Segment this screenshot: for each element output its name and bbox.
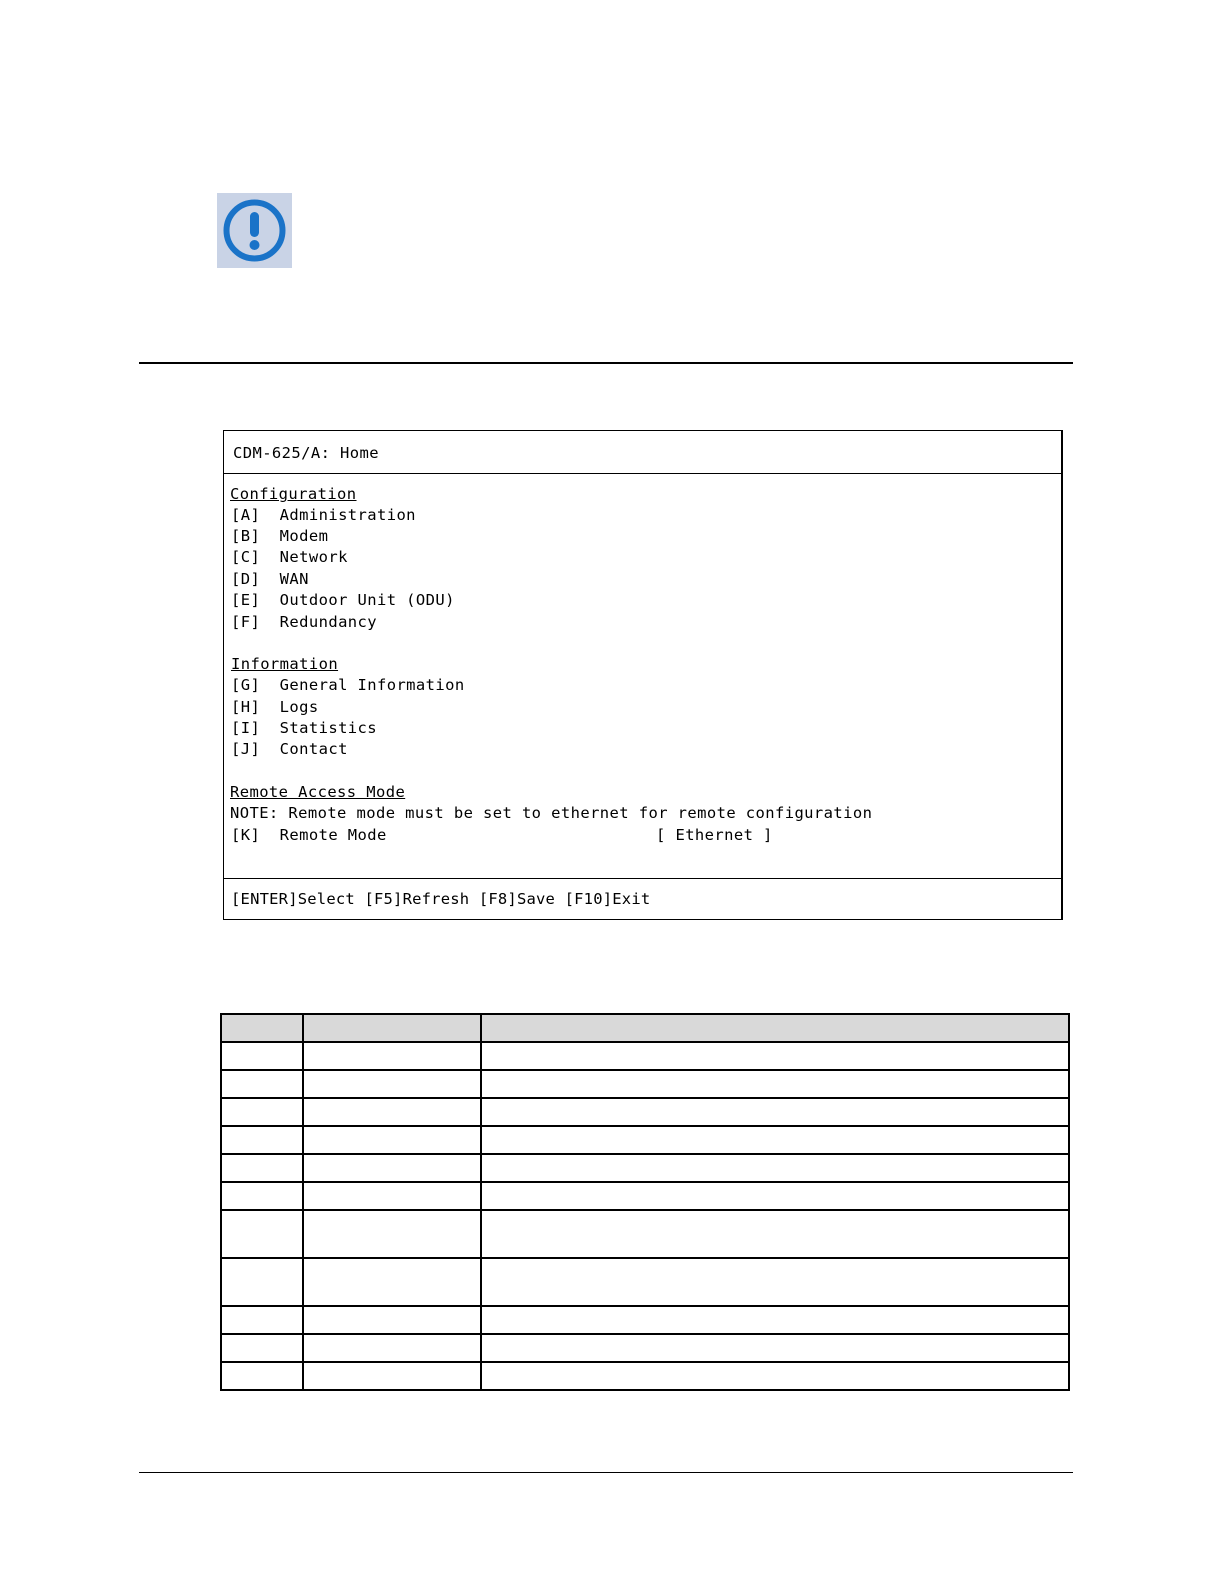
menu-item-redundancy[interactable] [231, 612, 377, 633]
table-cell [221, 1306, 303, 1334]
section-divider-top [139, 362, 1073, 364]
table-cell [303, 1210, 481, 1258]
menu-item-label: Statistics [279, 719, 377, 737]
menu-item-remote-mode[interactable] [231, 825, 387, 846]
table-row [221, 1126, 1069, 1154]
footer-divider [139, 1472, 1073, 1473]
table-row [221, 1362, 1069, 1390]
remote-access-heading: Remote Access Mode [230, 783, 406, 801]
information-heading: Information [231, 655, 339, 673]
table-cell [303, 1042, 481, 1070]
menu-item-general-information[interactable] [231, 675, 465, 696]
terminal-home-screen [223, 430, 1063, 920]
menu-key: [G] [231, 676, 261, 694]
table-cell [481, 1126, 1069, 1154]
menu-key: [F] [231, 613, 261, 631]
menu-item-label: Network [279, 548, 348, 566]
table-header-cell [221, 1014, 303, 1042]
important-notice-icon [217, 193, 292, 268]
menu-item-label: Outdoor Unit (ODU) [279, 591, 455, 609]
table-cell [221, 1258, 303, 1306]
table-row [221, 1154, 1069, 1182]
table-header-cell [481, 1014, 1069, 1042]
table-row [221, 1182, 1069, 1210]
table-cell [221, 1154, 303, 1182]
menu-item-label: Administration [279, 506, 416, 524]
table-header-row [221, 1014, 1069, 1042]
table-cell [303, 1182, 481, 1210]
table-cell [221, 1362, 303, 1390]
table-cell [481, 1210, 1069, 1258]
menu-item-wan[interactable] [231, 569, 309, 590]
table-cell [481, 1070, 1069, 1098]
menu-item-label: WAN [279, 570, 309, 588]
table-cell [303, 1070, 481, 1098]
table-cell [481, 1182, 1069, 1210]
table-cell [303, 1154, 481, 1182]
table-cell [303, 1098, 481, 1126]
table-row [221, 1210, 1069, 1258]
table-cell [303, 1126, 481, 1154]
terminal-title: CDM-625/A: Home [233, 444, 379, 462]
table-cell [481, 1362, 1069, 1390]
table-cell [481, 1154, 1069, 1182]
menu-item-label: General Information [279, 676, 465, 694]
menu-key: [A] [231, 506, 261, 524]
table-cell [481, 1042, 1069, 1070]
menu-item-outdoor-unit[interactable] [231, 590, 455, 611]
menu-item-modem[interactable] [231, 526, 328, 547]
table-cell [481, 1098, 1069, 1126]
table-header-cell [303, 1014, 481, 1042]
menu-key: [B] [231, 527, 261, 545]
table-cell [481, 1258, 1069, 1306]
menu-item-contact[interactable] [231, 739, 348, 760]
terminal-footer [224, 878, 1061, 921]
table-cell [221, 1098, 303, 1126]
remote-mode-note: NOTE: Remote mode must be set to ethernet for remote configuration [230, 804, 873, 822]
table-cell [303, 1258, 481, 1306]
menu-item-label: Logs [279, 698, 319, 716]
table-row [221, 1306, 1069, 1334]
menu-key: [C] [231, 548, 261, 566]
table-row [221, 1098, 1069, 1126]
configuration-heading: Configuration [230, 485, 357, 503]
menu-item-label: Contact [279, 740, 348, 758]
menu-item-label: Remote Mode [279, 826, 387, 844]
table-cell [303, 1306, 481, 1334]
menu-item-label: Redundancy [279, 613, 377, 631]
menu-item-logs[interactable] [231, 697, 319, 718]
table-cell [481, 1334, 1069, 1362]
menu-item-network[interactable] [231, 547, 348, 568]
menu-item-statistics[interactable] [231, 718, 377, 739]
menu-key: [K] [231, 826, 261, 844]
menu-key: [E] [231, 591, 261, 609]
table-cell [481, 1306, 1069, 1334]
table-cell [303, 1334, 481, 1362]
table-row [221, 1334, 1069, 1362]
menu-item-label: Modem [279, 527, 329, 545]
table-row [221, 1070, 1069, 1098]
table-cell [221, 1042, 303, 1070]
table-row [221, 1042, 1069, 1070]
menu-key: [H] [231, 698, 261, 716]
table-cell [221, 1210, 303, 1258]
menu-key: [J] [231, 740, 261, 758]
table-cell [303, 1362, 481, 1390]
remote-mode-value[interactable]: [ Ethernet ] [656, 826, 773, 844]
terminal-title-bar [224, 431, 1061, 474]
menu-key: [I] [231, 719, 261, 737]
table-cell [221, 1334, 303, 1362]
table-row [221, 1258, 1069, 1306]
table-cell [221, 1126, 303, 1154]
table-cell [221, 1070, 303, 1098]
menu-key: [D] [231, 570, 261, 588]
terminal-key-hints: [ENTER]Select [F5]Refresh [F8]Save [F10]Exit [231, 890, 651, 908]
menu-item-administration[interactable] [231, 505, 416, 526]
table-cell [221, 1182, 303, 1210]
reference-table [220, 1013, 1070, 1391]
